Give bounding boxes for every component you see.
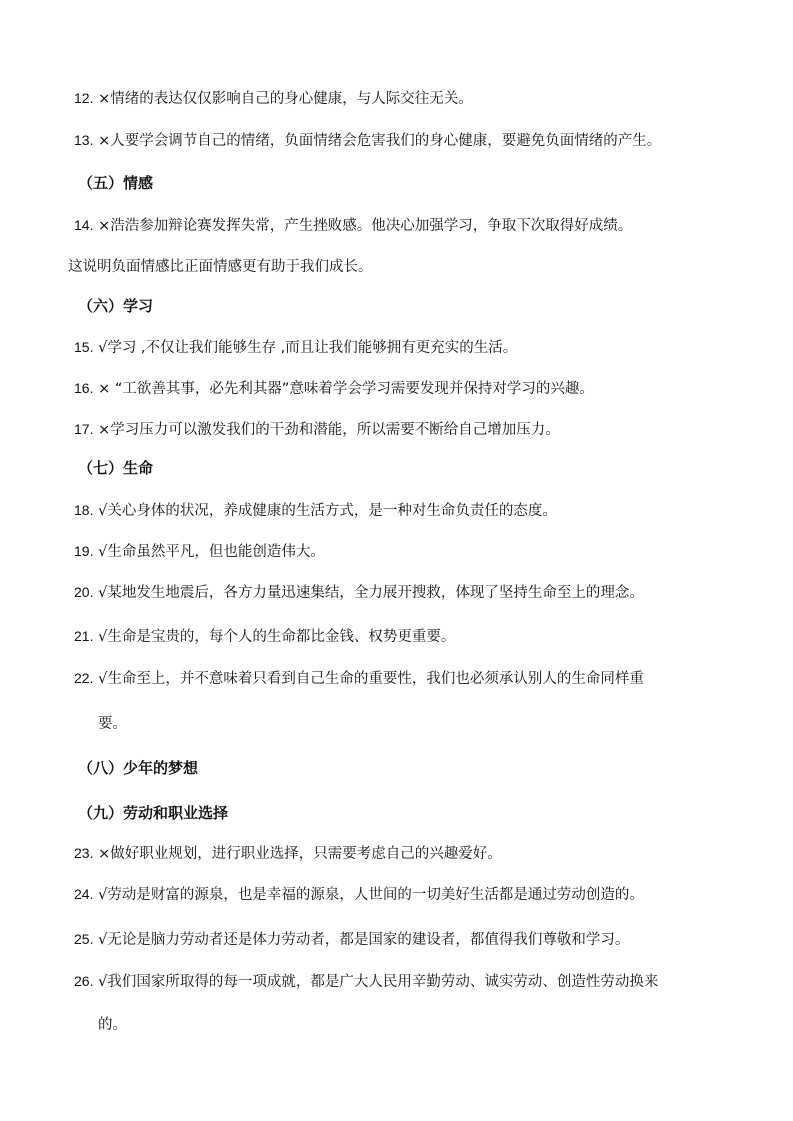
item-26-continuation: 的。 [98,1017,127,1033]
item-number: 14. [74,217,94,233]
section-heading-5: （五）情感 [78,174,154,192]
item-number: 15. [74,339,94,355]
item-number: 23. [74,845,94,861]
item-number: 13. [74,132,94,148]
item-text: √关心身体的状况，养成健康的生活方式，是一种对生命负责任的态度。 [98,503,557,519]
item-number: 16. [74,380,94,396]
item-text: √生命至上，并不意味着只看到自己生命的重要性，我们也必须承认别人的生命同样重 [98,671,644,687]
item-number: 21. [74,628,94,644]
item-13 [74,130,753,151]
section-heading-7: （七）生命 [78,459,154,477]
item-22 [74,668,753,689]
item-18 [74,500,753,521]
item-text: √无论是脑力劳动者还是体力劳动者，都是国家的建设者，都值得我们尊敬和学习。 [98,932,630,948]
item-19 [74,541,753,562]
item-16 [74,378,753,399]
item-17 [74,419,753,440]
item-number: 20. [74,584,94,600]
section-heading-8: （八）少年的梦想 [78,759,199,777]
item-text: √生命虽然平凡，但也能创造伟大。 [98,544,325,560]
item-number: 24. [74,886,94,902]
item-number: 19. [74,543,94,559]
item-22-continuation: 要。 [98,716,127,732]
item-20 [74,582,753,603]
item-12 [74,88,753,109]
item-14-continuation: 这说明负面情感比正面情感更有助于我们成长。 [68,259,373,275]
item-number: 25. [74,931,94,947]
section-heading-6: （六）学习 [78,297,154,315]
item-15 [74,337,753,358]
item-text: ×做好职业规划，进行职业选择，只需要考虑自己的兴趣爱好。 [98,846,502,862]
item-number: 17. [74,421,94,437]
item-number: 18. [74,502,94,518]
item-21 [74,626,753,647]
item-text: √劳动是财富的源泉，也是幸福的源泉，人世间的一切美好生活都是通过劳动创造的。 [98,887,644,903]
item-text: √学习 ,不仅让我们能够生存 ,而且让我们能够拥有更充实的生活。 [98,340,518,356]
item-number: 26. [74,973,94,989]
item-text: √某地发生地震后，各方力量迅速集结，全力展开搜救，体现了坚持生命至上的理念。 [98,585,644,601]
item-number: 22. [74,670,94,686]
item-text: × “工欲善其事，必先利其器”意味着学会学习需要发现并保持对学习的兴趣。 [98,381,594,397]
item-text: ×人要学会调节自己的情绪，负面情绪会危害我们的身心健康，要避免负面情绪的产生。 [98,133,662,149]
item-24 [74,884,753,905]
item-text: ×学习压力可以激发我们的干劲和潜能，所以需要不断给自己增加压力。 [98,422,560,438]
item-text: ×情绪的表达仅仅影响自己的身心健康，与人际交往无关。 [98,91,473,107]
section-heading-9: （九）劳动和职业选择 [78,804,229,822]
item-text: √我们国家所取得的每一项成就，都是广大人民用辛勤劳动、诚实劳动、创造性劳动换来 [98,974,659,990]
item-14 [74,215,753,236]
item-number: 12. [74,90,94,106]
item-text: ×浩浩参加辩论赛发挥失常，产生挫败感。他决心加强学习，争取下次取得好成绩。 [98,218,633,234]
item-26 [74,971,753,992]
item-23 [74,843,753,864]
item-25 [74,929,753,950]
item-text: √生命是宝贵的，每个人的生命都比金钱、权势更重要。 [98,629,456,645]
